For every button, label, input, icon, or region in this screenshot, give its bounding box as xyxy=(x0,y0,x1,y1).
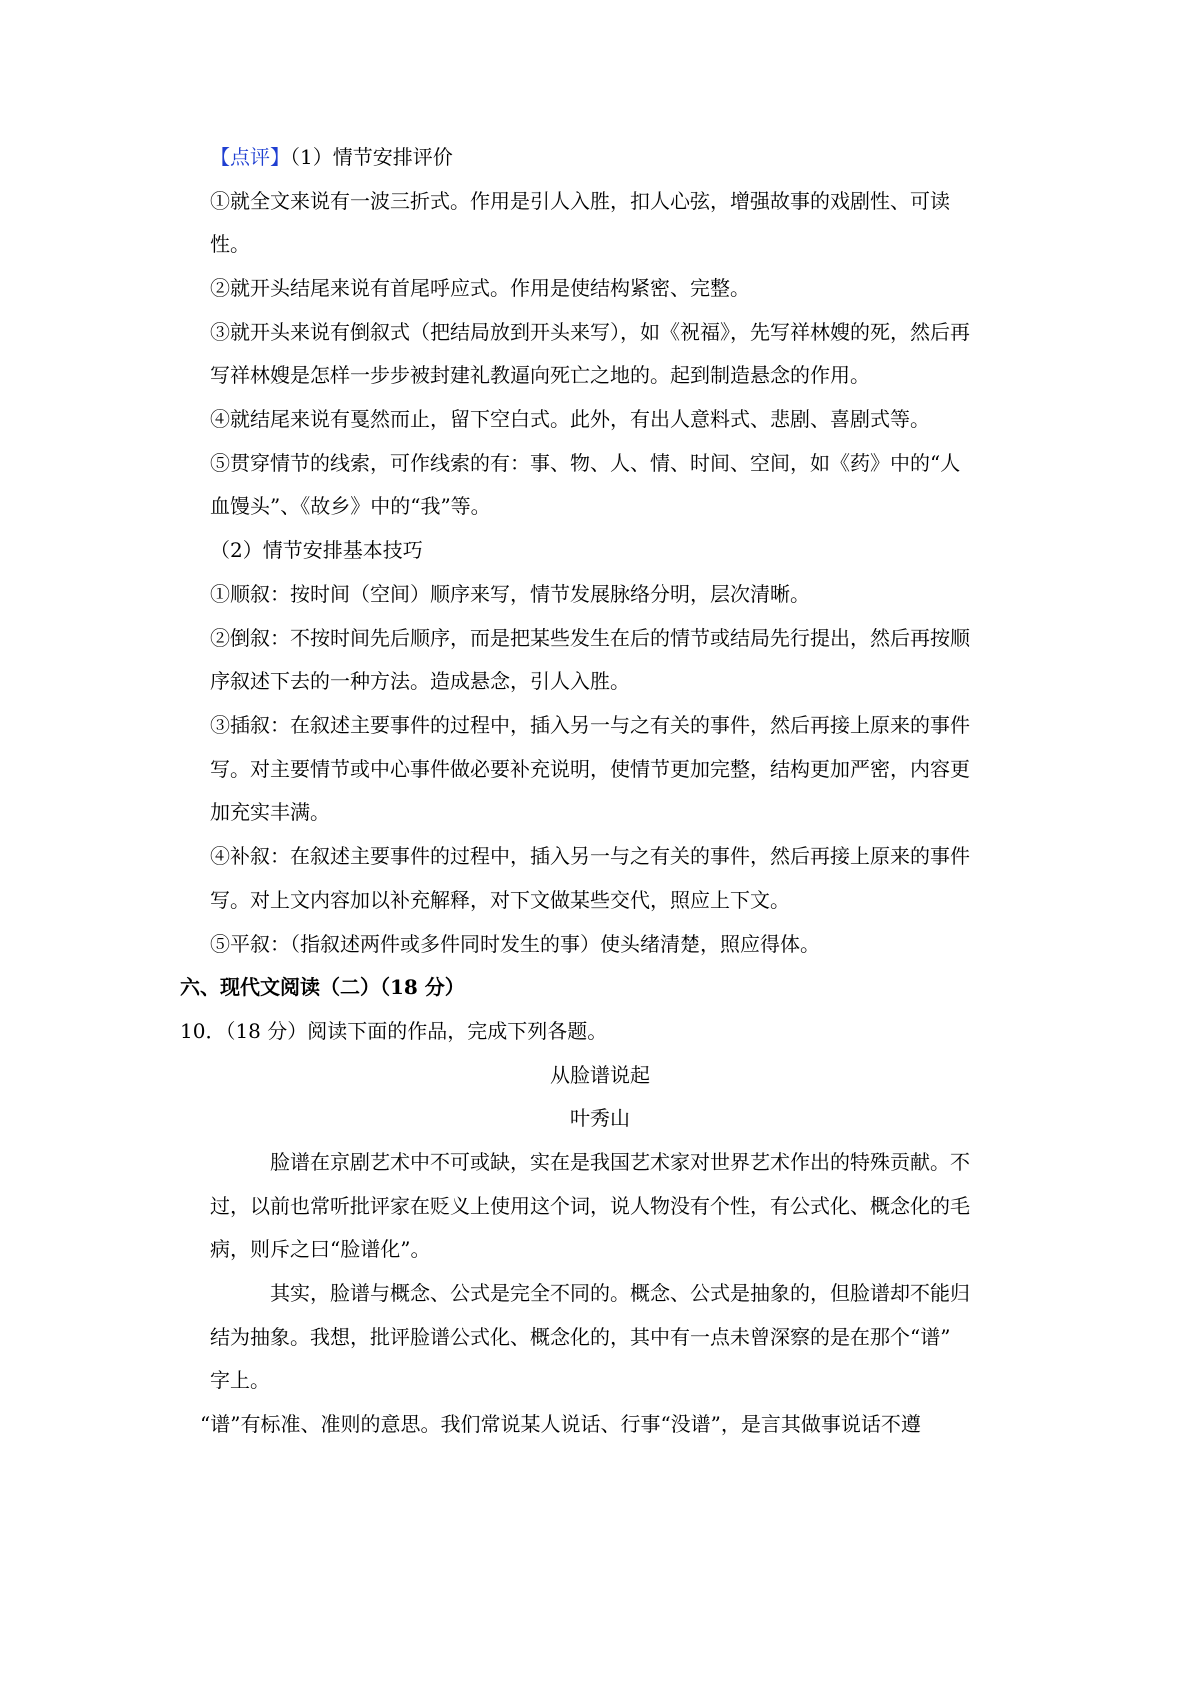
text-line: 写。对主要情节或中心事件做必要补充说明，使情节更加完整，结构更加严密，内容更 xyxy=(210,757,970,781)
article-title: 从脸谱说起 xyxy=(550,1063,650,1087)
section-title: 六、现代文阅读（二）（18 分） xyxy=(180,975,465,999)
text-line: ④补叙：在叙述主要事件的过程中，插入另一与之有关的事件，然后再接上原来的事件 xyxy=(210,844,970,868)
article-author: 叶秀山 xyxy=(570,1106,630,1130)
text-line: 性。 xyxy=(210,232,250,256)
text-line: 血馒头”、《故乡》中的“我”等。 xyxy=(210,494,491,518)
text-line: 序叙述下去的一种方法。造成悬念，引人入胜。 xyxy=(210,669,630,693)
text-line: 字上。 xyxy=(210,1368,270,1392)
text-line: 结为抽象。我想，批评脸谱公式化、概念化的，其中有一点未曾深察的是在那个“谱” xyxy=(210,1325,951,1349)
text-line: ⑤平叙：（指叙述两件或多件同时发生的事）使头绪清楚，照应得体。 xyxy=(210,932,820,956)
text-line: 其实，脸谱与概念、公式是完全不同的。概念、公式是抽象的，但脸谱却不能归 xyxy=(270,1281,970,1305)
text-line: 加充实丰满。 xyxy=(210,800,330,824)
subheading: （2）情节安排基本技巧 xyxy=(210,538,423,562)
question-stem: 10．（18 分）阅读下面的作品，完成下列各题。 xyxy=(180,1019,608,1043)
text-line: 过，以前也常听批评家在贬义上使用这个词，说人物没有个性，有公式化、概念化的毛 xyxy=(210,1194,970,1218)
text-line: “谱”有标准、准则的意思。我们常说某人说话、行事“没谱”，是言其做事说话不遵 xyxy=(200,1412,921,1436)
text-line: ②倒叙：不按时间先后顺序，而是把某些发生在后的情节或结局先行提出，然后再按顺 xyxy=(210,626,970,650)
comment-heading-line xyxy=(210,144,453,170)
text-line: ①顺叙：按时间（空间）顺序来写，情节发展脉络分明，层次清晰。 xyxy=(210,582,810,606)
text-line: 写。对上文内容加以补充解释，对下文做某些交代，照应上下文。 xyxy=(210,888,790,912)
text-line: ②就开头结尾来说有首尾呼应式。作用是使结构紧密、完整。 xyxy=(210,276,750,300)
comment-heading: （1）情节安排评价 xyxy=(290,145,453,169)
text-line: 写祥林嫂是怎样一步步被封建礼教逼向死亡之地的。起到制造悬念的作用。 xyxy=(210,363,870,387)
text-line: ①就全文来说有一波三折式。作用是引人入胜，扣人心弦，增强故事的戏剧性、可读 xyxy=(210,189,950,213)
text-line: ⑤贯穿情节的线索，可作线索的有：事、物、人、情、时间、空间，如《药》中的“人 xyxy=(210,451,961,475)
text-line: 脸谱在京剧艺术中不可或缺，实在是我国艺术家对世界艺术作出的特殊贡献。不 xyxy=(270,1150,970,1174)
text-line: ④就结尾来说有戛然而止，留下空白式。此外，有出人意料式、悲剧、喜剧式等。 xyxy=(210,407,930,431)
text-line: 病，则斥之曰“脸谱化”。 xyxy=(210,1237,431,1261)
comment-tag: 【点评】 xyxy=(210,145,290,169)
text-line: ③插叙：在叙述主要事件的过程中，插入另一与之有关的事件，然后再接上原来的事件 xyxy=(210,713,970,737)
text-line: ③就开头来说有倒叙式（把结局放到开头来写），如《祝福》，先写祥林嫂的死，然后再 xyxy=(210,320,970,344)
